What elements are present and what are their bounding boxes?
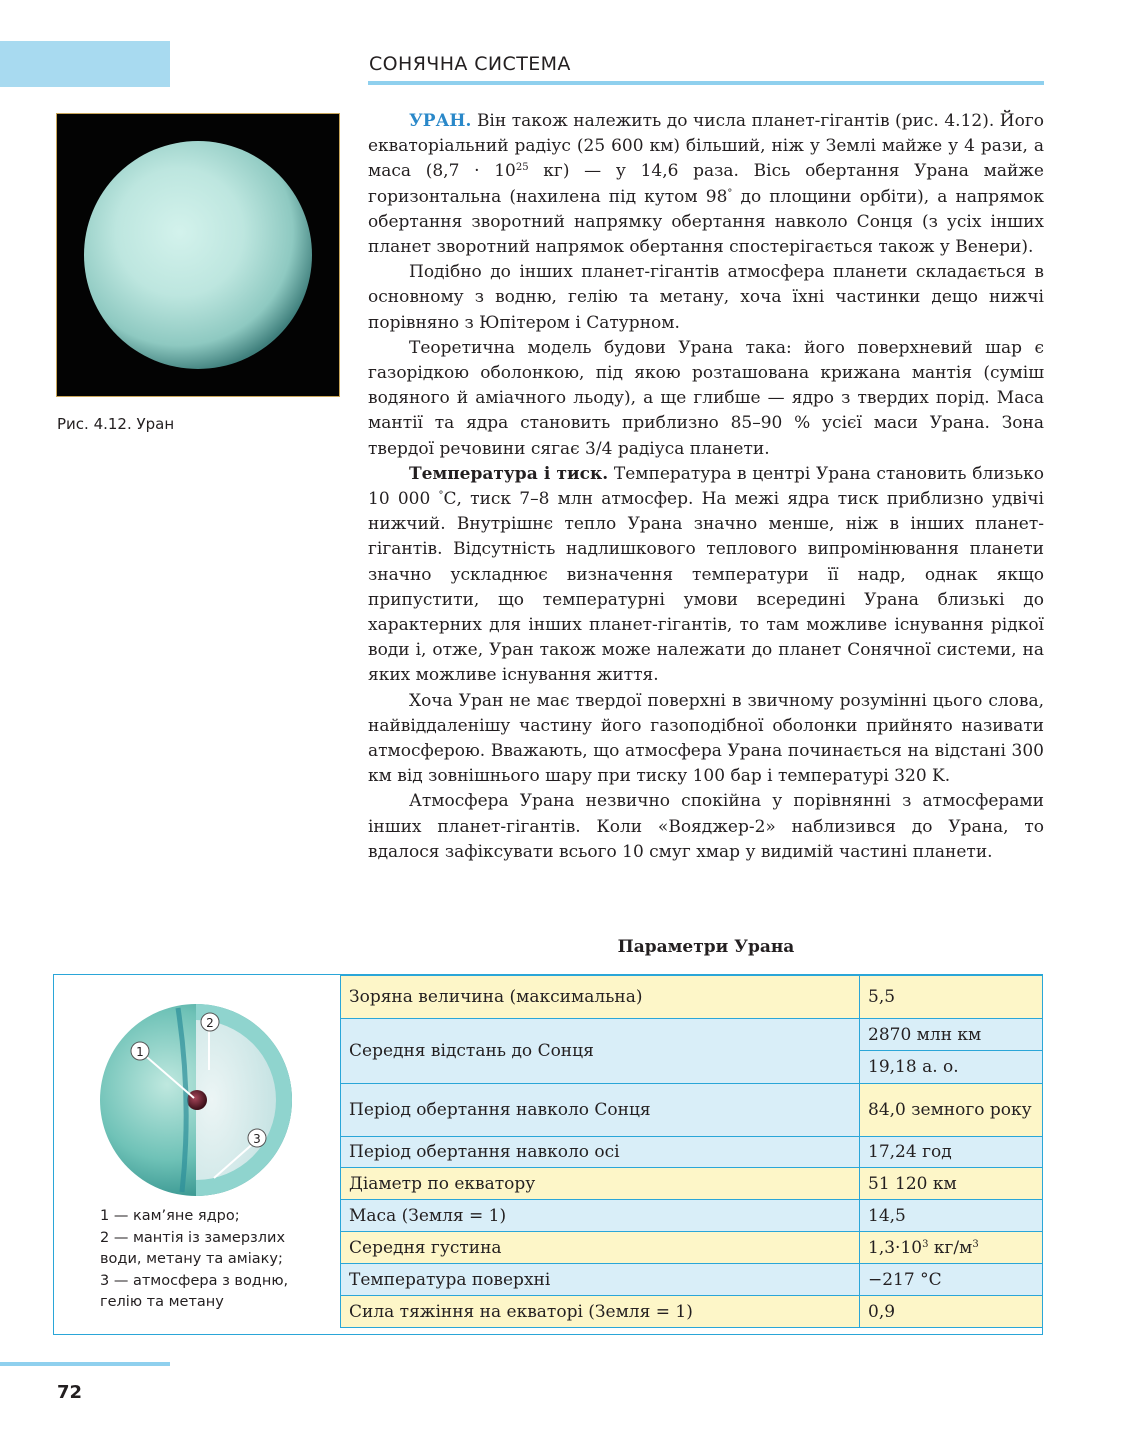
table-row	[341, 1200, 1043, 1232]
paragraph-text: Він також належить до числа планет-гігантів (рис. 4.12). Його екваторіальний радіус (25 600 км) більший, ніж у Землі майже у 4 рази, а маса (8,7 · 10	[368, 111, 1044, 182]
paragraph-text: кг) — у 14,6 раза. Вісь обертання Урана майже горизонтальна (нахилена під кутом 98	[368, 161, 1044, 207]
diagram-label-1: 1	[136, 1045, 144, 1059]
param-name: Зоряна величина (максимальна)	[341, 976, 860, 1019]
table-title: Параметри Урана	[617, 937, 795, 957]
paragraph-atmosphere: Подібно до інших планет-гігантів атмосфера планети складається в основному з водню, гелію та метану, хоча їхні частинки дещо нижчі порівняно з Юпітером і Сатурном.	[368, 262, 1044, 333]
paragraph-voyager: Атмосфера Урана незвично спокійна у порівнянні з атмосферами інших планет-гігантів. Коли «Вояджер-2» наблизився до Урана, то вдалося зафіксувати всього 10 смуг хмар у видимій частині планети.	[368, 791, 1044, 862]
diagram-label-2: 2	[206, 1016, 214, 1030]
paragraph-text: С, тиск 7–8 млн атмосфер. На межі ядра тиск приблизно удвічі нижчий. Внутрішнє тепло Урана значно менше, ніж в інших планет-гігантів. Відсутність надлишкового теплового випромінювання планети значно ускладнює визначення температури її надр, однак якщо припустити, що температурні умови всередині Урана близькі до характерних для інших планет-гігантів, то там можливе існування рідкої води і, отже, Уран також може належати до планет Сонячної системи, на яких можливе існування життя.	[368, 489, 1044, 686]
param-value: 5,5	[860, 976, 1043, 1019]
uranus-structure-diagram	[96, 1000, 296, 1200]
table-row	[341, 1019, 1043, 1051]
paragraph-surface: Хоча Уран не має твердої поверхні в звичному розумінні цього слова, найвіддаленішу частину його газоподібної оболонки прийнято називати атмосферою. Вважають, що атмосфера Урана починається на відстані 300 км від зовнішнього шару при тиску 100 бар і температурі 320 K.	[368, 690, 1044, 787]
density-unit: кг/м	[928, 1237, 973, 1258]
header-rule	[368, 81, 1044, 85]
legend-line: 3 — атмосфера з водню,	[100, 1272, 289, 1289]
params-table	[340, 975, 1043, 1328]
param-value: 84,0 земного року	[860, 1084, 1043, 1137]
param-value: 17,24 год	[860, 1137, 1043, 1168]
param-value: 2870 млн км	[860, 1019, 1043, 1051]
body-text	[368, 109, 1044, 865]
param-value: 14,5	[860, 1200, 1043, 1232]
table-row	[341, 1296, 1043, 1328]
param-value	[860, 1232, 1043, 1264]
section-lead: УРАН.	[409, 111, 472, 131]
param-name: Температура поверхні	[341, 1264, 860, 1296]
subsection-lead: Температура і тиск.	[409, 463, 609, 484]
param-name: Середня відстань до Сонця	[341, 1019, 860, 1084]
chapter-title: СОНЯЧНА СИСТЕМА	[369, 53, 571, 75]
legend-line: 2 — мантія із замерзлих	[100, 1229, 286, 1246]
paragraph-text: Температура в центрі Урана становить близько 10 000	[368, 463, 1044, 510]
table-row	[341, 976, 1043, 1019]
degree-sign: °	[438, 490, 444, 502]
param-name: Маса (Земля = 1)	[341, 1200, 860, 1232]
header-tab	[0, 41, 170, 87]
paragraph-text: до площини орбіти), а напрямок обертання зворотний напрямку обертання навколо Сонця (з усіх інших планет зворотний напрямок обертання спостерігається також у Венери).	[368, 186, 1044, 258]
param-value: 19,18 а. о.	[860, 1051, 1043, 1084]
table-row	[341, 1232, 1043, 1264]
degree-sign: °	[727, 187, 733, 199]
page-number: 72	[57, 1382, 83, 1403]
superscript: 25	[515, 162, 529, 174]
paragraph-model: Теоретична модель будови Урана така: його поверхневий шар є газорідкою оболонкою, під якою розташована крижана мантія (суміш водяного й аміачного льоду), а ще глибше — ядро з твердих порід. Маса мантії та ядра становить приблизно 85–90 % усієї маси Урана. Зона твердої речовини сягає 3/4 радіуса планети.	[368, 337, 1044, 459]
param-value: 0,9	[860, 1296, 1043, 1328]
table-row	[341, 1168, 1043, 1200]
legend-line: води, метану та аміаку;	[100, 1251, 283, 1267]
param-name: Період обертання навколо Сонця	[341, 1084, 860, 1137]
legend-line: 1 — кам’яне ядро;	[100, 1208, 240, 1224]
density-value: 1,3·10	[868, 1237, 923, 1258]
uranus-photo	[56, 113, 340, 397]
param-value: −217 °С	[860, 1264, 1043, 1296]
figure-caption: Рис. 4.12. Уран	[57, 415, 175, 433]
param-value: 51 120 км	[860, 1168, 1043, 1200]
param-name: Середня густина	[341, 1232, 860, 1264]
param-name: Сила тяжіння на екваторі (Земля = 1)	[341, 1296, 860, 1328]
diagram-label-3: 3	[253, 1132, 261, 1146]
param-name: Діаметр по екватору	[341, 1168, 860, 1200]
legend-line: гелію та метану	[100, 1294, 224, 1310]
table-row	[341, 1264, 1043, 1296]
paragraph-uranus	[368, 109, 1044, 260]
paragraph-temperature	[368, 462, 1044, 689]
param-name: Період обертання навколо осі	[341, 1137, 860, 1168]
superscript: 3	[922, 1238, 929, 1250]
superscript: 3	[972, 1238, 979, 1250]
table-row	[341, 1084, 1043, 1137]
footer-rule	[0, 1362, 170, 1366]
diagram-legend	[100, 1206, 288, 1314]
table-row	[341, 1137, 1043, 1168]
